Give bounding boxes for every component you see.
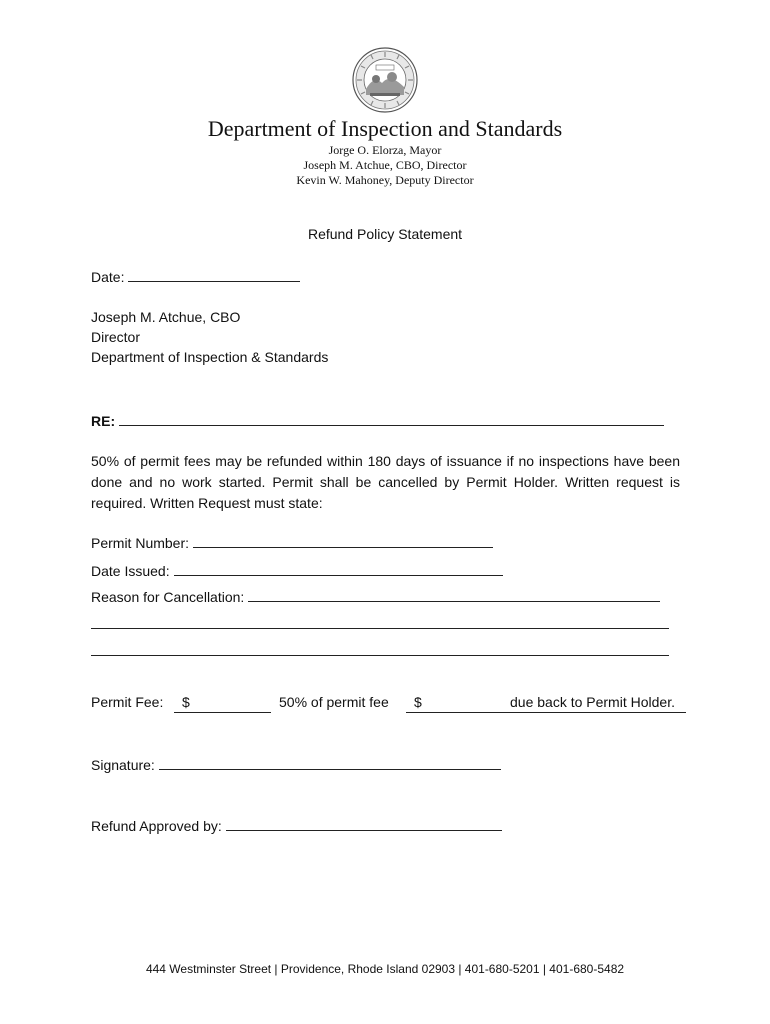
- re-row: [91, 412, 664, 429]
- date-issued-field[interactable]: [174, 562, 503, 576]
- footer-address: 444 Westminster Street | Providence, Rhode Island 02903 | 401-680-5201 | 401-680-5482: [145, 962, 625, 976]
- refund-dollar: $: [414, 694, 422, 710]
- reason-row: [91, 588, 660, 605]
- recipient-title: Director: [91, 329, 141, 345]
- date-issued-label: Date Issued:: [91, 563, 170, 579]
- staff-deputy-director: Kevin W. Mahoney, Deputy Director: [296, 173, 474, 187]
- staff-mayor: Jorge O. Elorza, Mayor: [328, 143, 442, 157]
- approved-row: [91, 817, 502, 834]
- approved-label: Refund Approved by:: [91, 818, 222, 834]
- recipient-department: Department of Inspection & Standards: [91, 349, 329, 365]
- permit-fee-dollar: $: [182, 694, 190, 710]
- signature-field[interactable]: [159, 756, 501, 770]
- department-title: Department of Inspection and Standards: [207, 116, 563, 141]
- refund-amount-field[interactable]: [406, 712, 686, 713]
- approved-field[interactable]: [226, 817, 502, 831]
- recipient-name: Joseph M. Atchue, CBO: [91, 309, 241, 325]
- half-fee-label: 50% of permit fee: [279, 694, 389, 710]
- permit-number-field[interactable]: [193, 534, 493, 548]
- reason-line-3[interactable]: [91, 655, 669, 656]
- permit-fee-field[interactable]: [174, 712, 271, 713]
- re-label: RE:: [91, 413, 116, 429]
- date-label: Date:: [91, 269, 125, 285]
- city-seal-icon: [352, 47, 418, 113]
- signature-row: [91, 756, 501, 773]
- reason-field[interactable]: [248, 588, 660, 602]
- reason-line-2[interactable]: [91, 628, 669, 629]
- permit-number-row: [91, 534, 493, 551]
- due-back-label: due back to Permit Holder.: [510, 694, 675, 710]
- permit-number-label: Permit Number:: [91, 535, 190, 551]
- staff-director: Joseph M. Atchue, CBO, Director: [303, 158, 467, 172]
- form-title: Refund Policy Statement: [307, 226, 463, 242]
- re-field[interactable]: [119, 412, 664, 426]
- date-field[interactable]: [128, 268, 300, 282]
- signature-label: Signature:: [91, 757, 155, 773]
- date-row: [91, 268, 300, 285]
- date-issued-row: [91, 562, 503, 579]
- reason-label: Reason for Cancellation:: [91, 589, 245, 605]
- policy-text: 50% of permit fees may be refunded within 180 days of issuance if no inspections have been done and no work started. Permit shall be cancelled by Permit Holder. Written request is required. Written Request must state:: [91, 453, 680, 511]
- permit-fee-label: Permit Fee:: [91, 694, 164, 710]
